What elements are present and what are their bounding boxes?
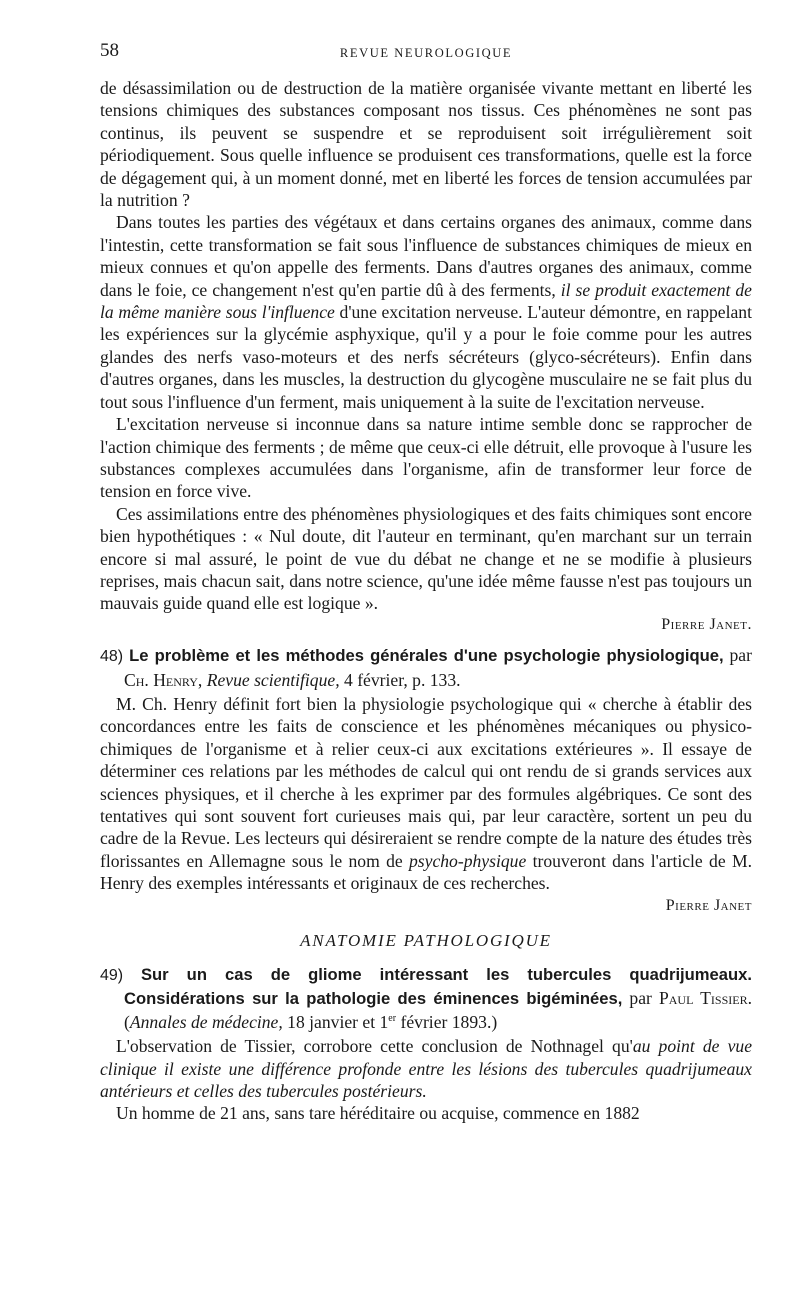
- page-header: [100, 40, 752, 70]
- paragraph: Ces assimilations entre des phénomènes physiologiques et des faits chimiques sont encore bien hypothétiques : « Nul doute, dit l'auteur en terminant, qu'en marchant sur un terrain encore si mal assuré, le point de vue du débat ne change et ne se modifie à plusieurs reprises, mais chacun sait, dans notre science, qu'une idée même fausse n'est pas toujours un mauvais guide quand elle est logique ».: [100, 503, 752, 614]
- article-48: [100, 644, 752, 917]
- article-heading: 49) Sur un cas de gliome intéressant les tubercules quadrijumeaux. Considérations sur la pathologie des éminences bigéminées, par Paul Tissier. (Annales de médecine, 18 janvier et 1er février 1893.): [100, 965, 752, 1032]
- article-number: 49): [100, 967, 124, 985]
- paragraph: M. Ch. Henry définit fort bien la physiologie psychologique qui « cherche à établir des concordances entre les faits de conscience et les phénomènes mécaniques ou physico-chimiques de l'organisme et à relier ceux-ci aux excitations extérieures ». Il essaye de déterminer ces relations par les méthodes de calcul qui ont rendu de si grands services aux sciences physiques, et il cherche à les exprimer par des formules algébriques. Ce sont des tentatives qui sont souvent fort curieuses mais qui, par leur caractère, sortent un peu du cadre de la Revue. Les lecteurs qui désireraient se rendre compte de la nature des études très florissantes en Allemagne sous le nom de psycho-physique trouveront dans l'article de M. Henry des exemples intéressants et originaux de ces recherches.: [100, 693, 753, 894]
- paragraph: L'excitation nerveuse si inconnue dans sa nature intime semble donc se rapprocher de l'action chimique des ferments ; de même que ceux-ci elle détruit, elle provoque à l'usure les substances complexes accumulées dans l'organisme, afin de transformer leur force de tension en force vive.: [100, 414, 752, 502]
- article-49: [100, 963, 752, 1125]
- paragraph: L'observation de Tissier, corrobore cette conclusion de Nothnagel qu'au point de vue clinique il existe une différence profonde entre les lésions des tubercules quadrijumeaux antérieurs et celles des tubercules postérieurs.: [100, 1036, 753, 1102]
- article-title: Sur un cas de gliome intéressant les tubercules quadrijumeaux. Considérations sur la pathologie des éminences bigéminées,: [124, 965, 752, 1009]
- article-number: 48): [100, 648, 124, 666]
- page-body: [100, 77, 752, 1125]
- article-author: Ch. Henry,: [124, 669, 203, 690]
- running-head: REVUE NEUROLOGIQUE: [339, 46, 513, 60]
- signature: Pierre Janet.: [661, 615, 752, 633]
- journal-name: Revue scientifique,: [206, 669, 340, 690]
- article-title: Le problème et les méthodes générales d'une psychologie physiologique,: [129, 646, 724, 666]
- article-author: Paul Tissier.: [658, 988, 752, 1009]
- article-heading: 48) Le problème et les méthodes générales d'une psychologie physiologique, par Ch. Henry, Revue scientifique, 4 février, p. 133.: [100, 645, 752, 690]
- signature: Pierre Janet: [665, 896, 752, 914]
- paragraph: de désassimilation ou de destruction de la matière organisée vivante mettant en liberté les tensions chimiques des substances composant nos tissus. Ces phénomènes ne sont pas continus, ils peuvent se suspendre et se reproduisent soit irrégulièrement soit périodiquement. Sous quelle influence se produisent ces transformations, quelle est la force de dégagement qui, à un moment donné, met en liberté les forces de tension accumulées par la nutrition ?: [100, 78, 752, 211]
- journal-name: Annales de médecine,: [129, 1011, 283, 1032]
- section-title: ANATOMIE PATHOLOGIQUE: [300, 931, 552, 951]
- paragraph: Un homme de 21 ans, sans tare héréditaire ou acquise, commence en 1882: [116, 1103, 640, 1124]
- paragraph: Dans toutes les parties des végétaux et dans certains organes des animaux, comme dans l'intestin, cette transformation se fait sous l'influence de substances chimiques de mieux en mieux connues et qu'on appelle des ferments. Dans d'autres organes des animaux, comme dans le foie, ce changement n'est qu'en partie dû à des ferments, il se produit exactement de la même manière sous l'influence d'une excitation nerveuse. L'auteur démontre, en rappelant les expériences sur la glycémie asphyxique, qu'il y a pour le foie comme pour les autres glandes des nerfs vaso-moteurs et des nerfs sécréteurs (glyco-sécréteurs). Enfin dans d'autres organes, dans les muscles, la destruction du glycogène musculaire ne se fait plus du tout sous l'influence d'un ferment, mais uniquement à la suite de l'excitation nerveuse.: [100, 212, 752, 412]
- page-number: 58: [100, 40, 119, 61]
